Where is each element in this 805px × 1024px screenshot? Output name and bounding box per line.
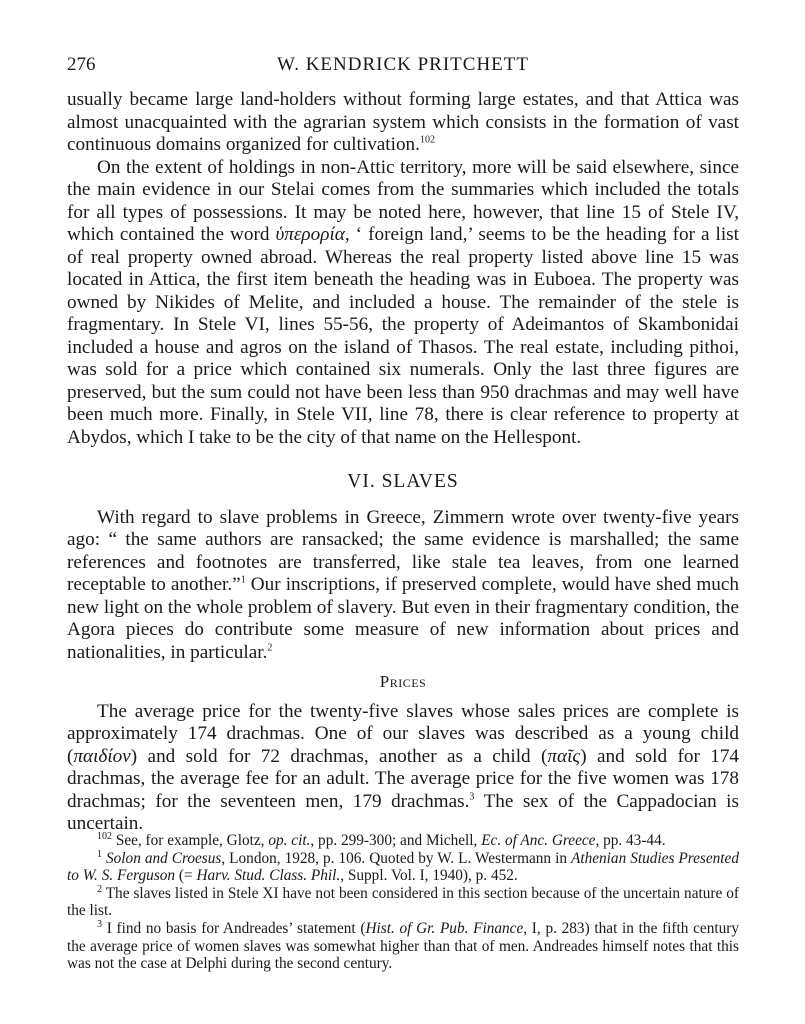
greek-word-pais: παῖς [547,745,581,767]
footnote-ref-2: 2 [267,642,273,654]
subsection-title: Prices [379,672,427,691]
paragraph-1: usually became large land-holders without forming large estates, and that Attica was almost unacquainted with the agrarian system which consists in the formation of vast continuous domains organized for cultivation.$^{102}$ [67,89,739,155]
footnotes [67,832,739,973]
footnote-ref-3: 3 [469,791,475,803]
paragraph-2: On the extent of holdings in non-Attic territory, more will be said elsewhere, since the main evidence in our Stelai comes from the summaries which included the totals for all types of possessions. It may be noted here, however, that line 15 of Stele IV, which contained the word ὑπερορία, ‘ foreign land,’ seems to be the heading for a list of real property owned abroad. Whereas the real property listed above line 15 was located in Attica, the first item beneath the heading was in Euboea. The property was owned by Nikides of Melite, and included a house. The remainder of the stele is fragmentary. In Stele VI, lines 55-56, the property of Adeimantos of Skambonidai included a house and agros on the island of Thasos. The real estate, including pithoi, was sold for a price which contained six numerals. Only the last three figures are preserved, but the sum could not have been less than 950 drachmas and may well have been much more. Finally, in Stele VII, line 78, there is clear reference to property at Abydos, which I take to be the city of that name on the Hellespont. [67,156,739,448]
page-header [67,54,739,80]
footnote-ref-1: 1 [240,574,246,586]
paragraph-4: The average price for the twenty-five slaves whose sales prices are complete is approximately 174 drachmas. One of our slaves was described as a young child (παιδίον) and sold for 72 drachmas, another as a child (παῖς) and sold for 174 drachmas, the average fee for an adult. The average price for the five women was 178 drachmas; for the seventeen men, 179 drachmas.$^3$ The sex of the Cappadocian is uncertain. [67,700,740,834]
page-number: 276 [67,54,96,75]
greek-word-paidion: παιδίον [73,745,131,767]
paragraph-3: With regard to slave problems in Greece, Zimmern wrote over twenty-five years ago: “ the same authors are ransacked; the same evidence is marshalled; the same references and footnotes are transferred, like stale tea leaves, from one learned receptable to another.”$^1$ Our inscriptions, if preserved complete, would have shed much new light on the whole problem of slavery. But even in their fragmentary condition, the Agora pieces do contribute some measure of new information about prices and nationalities, in particular.$^2$ [67,506,739,663]
footnote-ref-102: 102 [419,134,435,146]
running-title: W. KENDRICK PRITCHETT [277,54,529,75]
footnote-1: $^1$ Solon and Croesus, London, 1928, p. 106. Quoted by W. L. Westermann in Athenian Studies Presented to W. S. Ferguson (= Harv. Stud. Class. Phil., Suppl. Vol. I, 1940), p. 452. [67,848,739,885]
greek-word-hyperoria: ὑπερορία [275,224,345,245]
section-title: VI. SLAVES [347,471,459,492]
footnote-3: $^3$ I find no basis for Andreades’ statement (Hist. of Gr. Pub. Finance, I, p. 283) that in the fifth century the average price of women slaves was somewhat higher than that of men. Andreades himself notes that this was not the case at Delphi during the second century. [67,918,739,973]
footnote-102: $^{102}$ See, for example, Glotz, op. cit., pp. 299-300; and Michell, Ec. of Anc. Greece, pp. 43-44. [97,830,666,849]
footnote-2: $^2$ The slaves listed in Stele XI have not been considered in this section because of the uncertain nature of the list. [67,883,739,920]
body-text [67,89,739,836]
